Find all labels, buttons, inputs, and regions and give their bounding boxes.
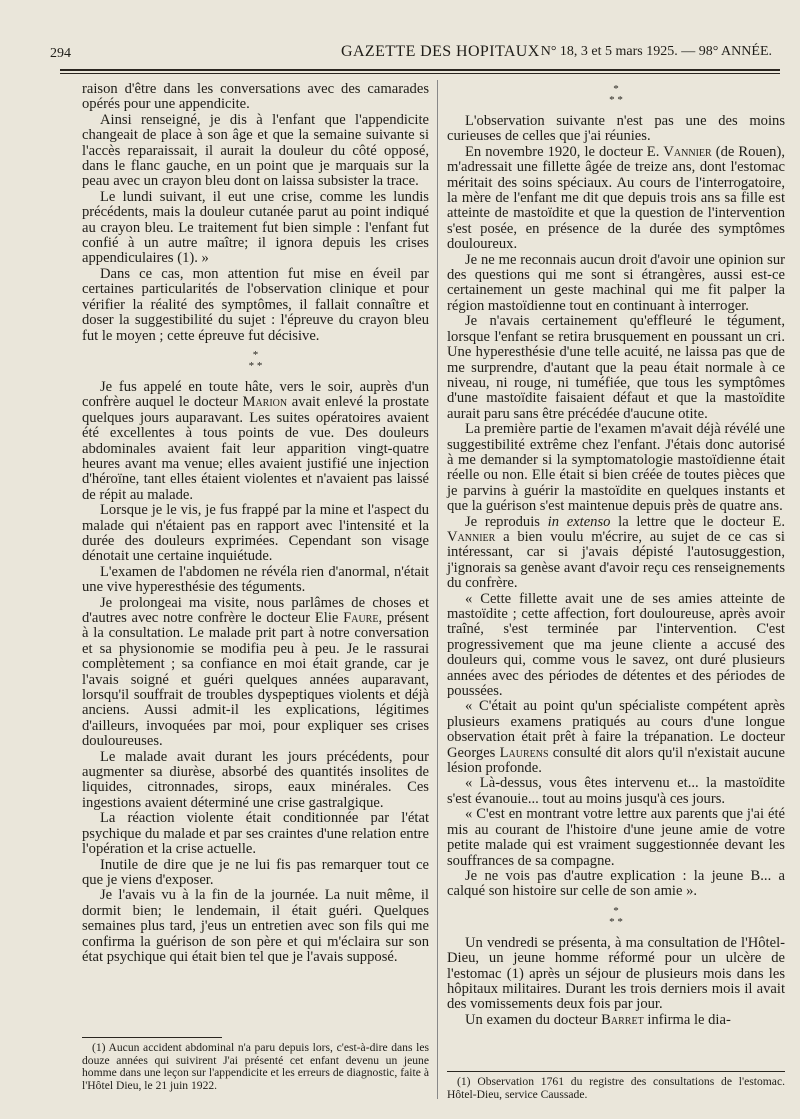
section-separator: * * * [609,83,623,106]
left-column [82,82,429,965]
paragraph: Le malade avait durant les jours précédents, pour augmenter sa diurèse, absorbé des quantités insolites de liquides, citronnades, sirops, eaux minérales. Ces ingestions avaient déterminé une crise gastralgique. [82,748,429,811]
person-name: Laurens [499,744,549,761]
section-separator: * * * [248,348,263,372]
left-footnote: (1) Aucun accident abdominal n'a paru depuis lors, c'est-à-dire dans les douze années qui suivirent J'ai présenté cet enfant devenu un jeune homme dans une leçon sur l'appendicite et les erreurs de diagnostic, faite à l'Hôtel Dieu, le 21 juin 1922. [82,1041,429,1092]
person-name: Barret [601,1011,644,1028]
paragraph: Je reproduis in extenso la lettre que le docteur E. Vannier a bien voulu m'écrire, au sujet de ce cas si intéressant, car si j'avais dépisté l'autosuggestion, j'ignorais sa genèse avant d'avoir reçu ces renseignements du confrère. [447,513,785,592]
paragraph: Je l'avais vu à la fin de la journée. La nuit même, il dormit bien; le lendemain, il était guéri. Quelques semaines plus tard, j'eus un entretien avec son fils qui me confirma la guérison de son père et qui m'éclaira sur son état psychique qui était bien tel que je l'avais supposé. [82,887,429,965]
issue-info: N° 18, 3 et 5 mars 1925. — 98° ANNÉE. [540,44,772,59]
journal-title: GAZETTE DES HOPITAUX [341,43,540,60]
paragraph: Ainsi renseigné, je dis à l'enfant que l'appendicite changeait de place à son âge et que la semaine suivante si l'accès reparaissait, il aurait la douleur du côté opposé, dans le flanc gauche, en un point que je marquais sur la peau avec un crayon bleu dont on laissa subsister la trace. [82,111,429,190]
paragraph: Je ne me reconnais aucun droit d'avoir une opinion sur des questions qui me sont si étrangères, aussi est-ce certainement un geste machinal qui me fit palper la région mastoïdienne tout en continuant à interroger. [447,251,785,314]
paragraph: L'observation suivante n'est pas une des moins curieuses de celles que j'ai réunies. [447,113,785,145]
paragraph: « C'était au point qu'un spécialiste compétent après plusieurs examens pratiqués au cours d'une longue observation était prêt à faire la trépanation. Le docteur Georges Laurens consulté dit alors qu'il n'existait aucune lésion profonde. [447,698,786,777]
page-header [50,40,772,64]
paragraph: L'examen de l'abdomen ne révéla rien d'anormal, n'était une vive hyperesthésie des téguments. [82,563,429,596]
page-number: 294 [50,46,71,61]
paragraph: La première partie de l'examen m'avait déjà révélé une suggestibilité extrême chez l'enfant. J'étais donc autorisé à me demander si la symptomatologie mastoïdienne était réelle ou non. Elle était si bien créée de toutes pièces que je parvins à guérir la mastoïdite en quelques instants et que la guérison s'est maintenue depuis près de quatre ans. [447,421,785,515]
paragraph: Lorsque je le vis, je fus frappé par la mine et l'aspect du malade qui n'étaient pas en rapport avec l'intensité et la durée des douleurs exprimées. Cependant son visage dénotait une certaine inquiétude. [82,502,429,565]
right-footnote: (1) Observation 1761 du registre des consultations de l'estomac. Hôtel-Dieu, service Caussade. [447,1075,785,1101]
footnote-rule [447,1071,785,1072]
person-name: Marion [242,394,288,411]
paragraph: Un vendredi se présenta, à ma consultation de l'Hôtel-Dieu, un jeune homme réformé pour un ulcère de l'estomac (1) après un séjour de plusieurs mois dans les hôpitaux militaires. Durant les trois derniers mois il avait des vomissements deux fois par jour. [447,934,785,1013]
person-name: Vannier [447,528,496,545]
paragraph: Je prolongeai ma visite, nous parlâmes de choses et d'autres avec notre confrère le docteur Elie Faure, présent à la consultation. Le malade prit part à notre conversation et sa physionomie se modifia peu à peu. Je le rassurai complètement ; sa confiance en moi était grande, car je l'avais soigné et guéri quelques années auparavant, lorsqu'il souffrait de troubles dyspeptiques violents et déjà anciens. Aussi admit-il les explications, légitimes d'ailleurs, invoquées par moi, pour expliquer ses crises douloureuses. [82,594,429,750]
paragraph: Je n'avais certainement qu'effleuré le tégument, lorsque l'enfant se retira brusquement en poussant un cri. Une hyperesthésie d'une telle acuité, ne laissa pas que de me surprendre, d'autant que la peau était normale à ce niveau, ni rouge, ni tuméfiée, que tous les symptômes d'une mastoïdite faisaient défaut et que la mastoïdite aurait paru sans être précédée d'aucune otite. [447,313,785,422]
paragraph: En novembre 1920, le docteur E. Vannier (de Rouen), m'adressait une fillette âgée de treize ans, dont l'estomac méritait des soins spéciaux. Au cours de l'interrogatoire, la mère de l'enfant me dit que depuis trois ans sa fille est atteinte de mastoïdite et que la question de l'intervention s'est posée, en présence de la durée des symptômes douloureux. [447,143,785,253]
paragraph: Dans ce cas, mon attention fut mise en éveil par certaines particularités de l'observation clinique et pour vérifier la réalité des symptômes, il fallait connaître et doser la suggestibilité du sujet : l'épreuve du crayon bleu fut le moyen ; cette épreuve fut décisive. [82,265,429,344]
paragraph: Un examen du docteur Barret infirma le dia- [465,1011,731,1028]
paragraph: Je ne vois pas d'autre explication : la jeune B... a calqué son histoire sur celle de son amie ». [447,867,785,900]
paragraph: « C'est en montrant votre lettre aux parents que j'ai été mis au courant de l'histoire d'une jeune amie de votre petite malade qui est vraiment suggestionnée devant les souffrances de sa compagne. [447,806,785,869]
person-name: Vannier [663,143,712,160]
header-rule-thick [60,69,780,71]
paragraph: Le lundi suivant, il eut une crise, comme les lundis précédents, mais la douleur cutanée parut au point indiqué au crayon bleu. Le traitement fut bien simple : l'enfant fut confié à un autre maître; il ignora depuis les crises appendiculaires (1). » [82,188,429,267]
paragraph: raison d'être dans les conversations avec des camarades opérés pour une appendicite. [82,81,429,113]
footnote-rule [82,1037,222,1038]
section-separator: * * * [609,904,623,928]
paragraph: Inutile de dire que je ne lui fis pas remarquer tout ce que je viens d'exposer. [82,856,429,888]
person-name: Faure [343,610,379,626]
paragraph: La réaction violente était conditionnée par l'état psychique du malade et par ses craintes d'une relation entre l'opération et la crise actuelle. [82,810,429,858]
paragraph: Je fus appelé en toute hâte, vers le soir, auprès d'un confrère auquel le docteur Marion avait enlevé la prostate quelques jours auparavant. Les suites opératoires avaient été excellentes à tous points de vue. Des douleurs abdominales avaient fait leur apparition vingt-quatre heures avant ma venue; elles avaient justifié une injection d'héroïne, tant elles étaient violentes et n'avaient pas laissé de répit au malade. [82,378,429,503]
header-rule-thin [60,73,780,74]
right-column [447,82,785,1028]
paragraph: « Cette fillette avait une de ses amies atteinte de mastoïdite ; cette affection, fort douloureuse, après avoir traîné, s'est terminée par l'intervention. C'est progressivement que ma jeune cliente a accusé des douleurs qui, comme vous le savez, ont duré plusieurs années avec des périodes de détentes et des périodes de poussées. [447,590,785,700]
paragraph: « Là-dessus, vous êtes intervenu et... la mastoïdite s'est évanouie... tout au moins jusqu'à ces jours. [447,775,785,807]
column-divider [437,80,438,1099]
